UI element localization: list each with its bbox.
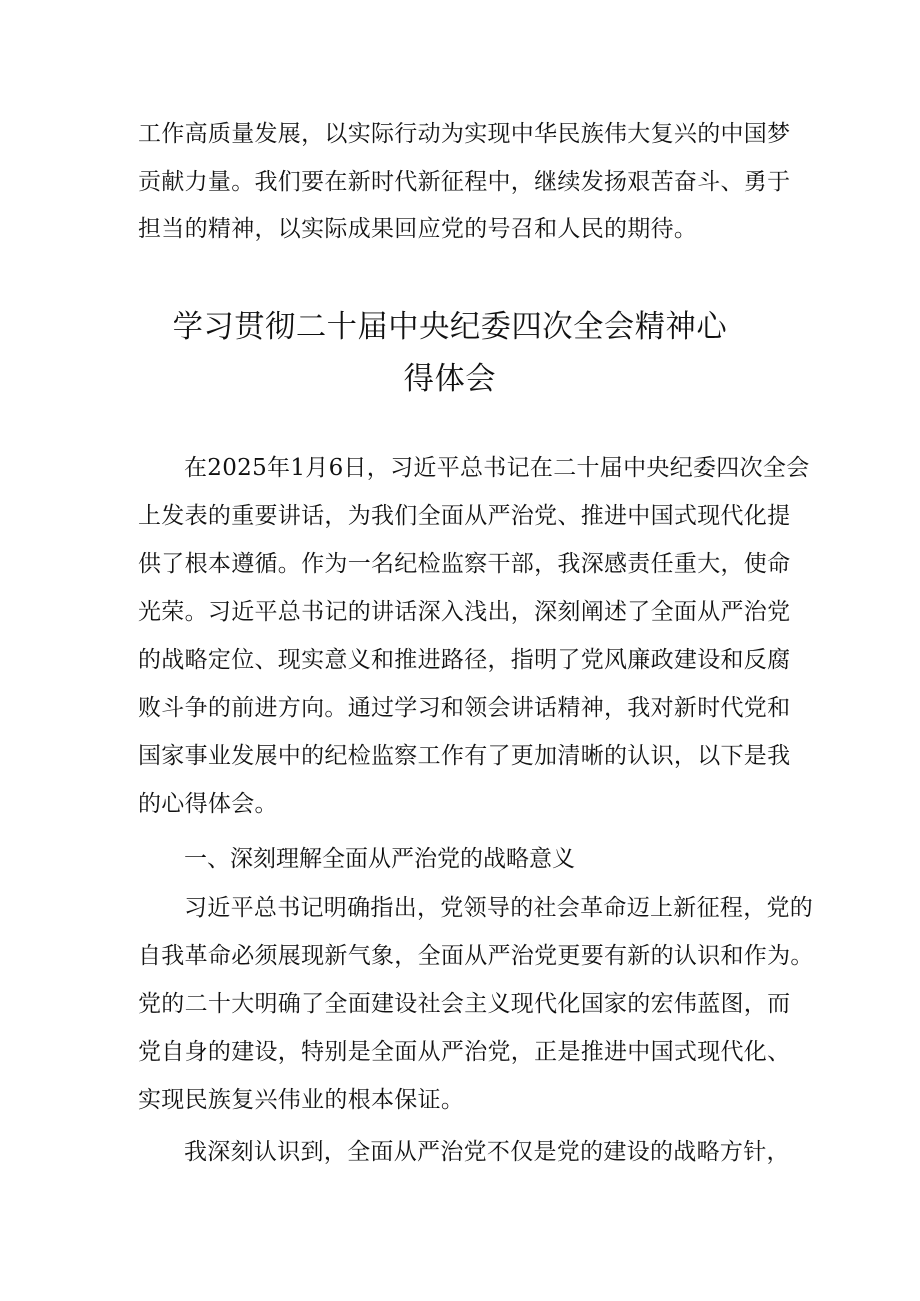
paragraph-1-line-7: 国家事业发展中的纪检监察工作有了更加清晰的认识，以下是我 xyxy=(138,743,791,769)
intro-line-2: 贡献力量。我们要在新时代新征程中，继续发扬艰苦奋斗、勇于 xyxy=(138,169,791,195)
intro-line-3: 担当的精神，以实际成果回应党的号召和人民的期待。 xyxy=(138,216,698,242)
intro-line-1: 工作高质量发展，以实际行动为实现中华民族伟大复兴的中国梦 xyxy=(138,121,791,147)
paragraph-1-line-4: 光荣。习近平总书记的讲话深入浅出，深刻阐述了全面从严治党 xyxy=(138,599,791,625)
paragraph-1-line-5: 的战略定位、现实意义和推进路径，指明了党风廉政建设和反腐 xyxy=(138,647,791,673)
paragraph-1-line-6: 败斗争的前进方向。通过学习和领会讲话精神，我对新时代党和 xyxy=(138,695,791,721)
paragraph-2-line-2: 自我革命必须展现新气象，全面从严治党更要有新的认识和作为。 xyxy=(138,943,814,969)
title-line-2: 得体会 xyxy=(403,361,497,397)
paragraph-3-line-1: 我深刻认识到，全面从严治党不仅是党的建设的战略方针， xyxy=(184,1139,790,1165)
title-line-1: 学习贯彻二十届中央纪委四次全会精神心 xyxy=(172,309,728,345)
paragraph-1-line-1: 在2025年1月6日，习近平总书记在二十届中央纪委四次全会 xyxy=(184,455,810,481)
paragraph-2-line-4: 党自身的建设，特别是全面从严治党，正是推进中国式现代化、 xyxy=(138,1039,791,1065)
paragraph-2-line-5: 实现民族复兴伟业的根本保证。 xyxy=(138,1087,465,1113)
paragraph-1-line-2: 上发表的重要讲话，为我们全面从严治党、推进中国式现代化提 xyxy=(138,503,791,529)
section-heading-1: 一、深刻理解全面从严治党的战略意义 xyxy=(184,846,575,872)
paragraph-2-line-3: 党的二十大明确了全面建设社会主义现代化国家的宏伟蓝图，而 xyxy=(138,991,791,1017)
paragraph-1-line-3: 供了根本遵循。作为一名纪检监察干部，我深感责任重大，使命 xyxy=(138,551,791,577)
paragraph-2-line-1: 习近平总书记明确指出，党领导的社会革命迈上新征程，党的 xyxy=(184,895,814,921)
paragraph-1-line-8: 的心得体会。 xyxy=(138,791,278,817)
